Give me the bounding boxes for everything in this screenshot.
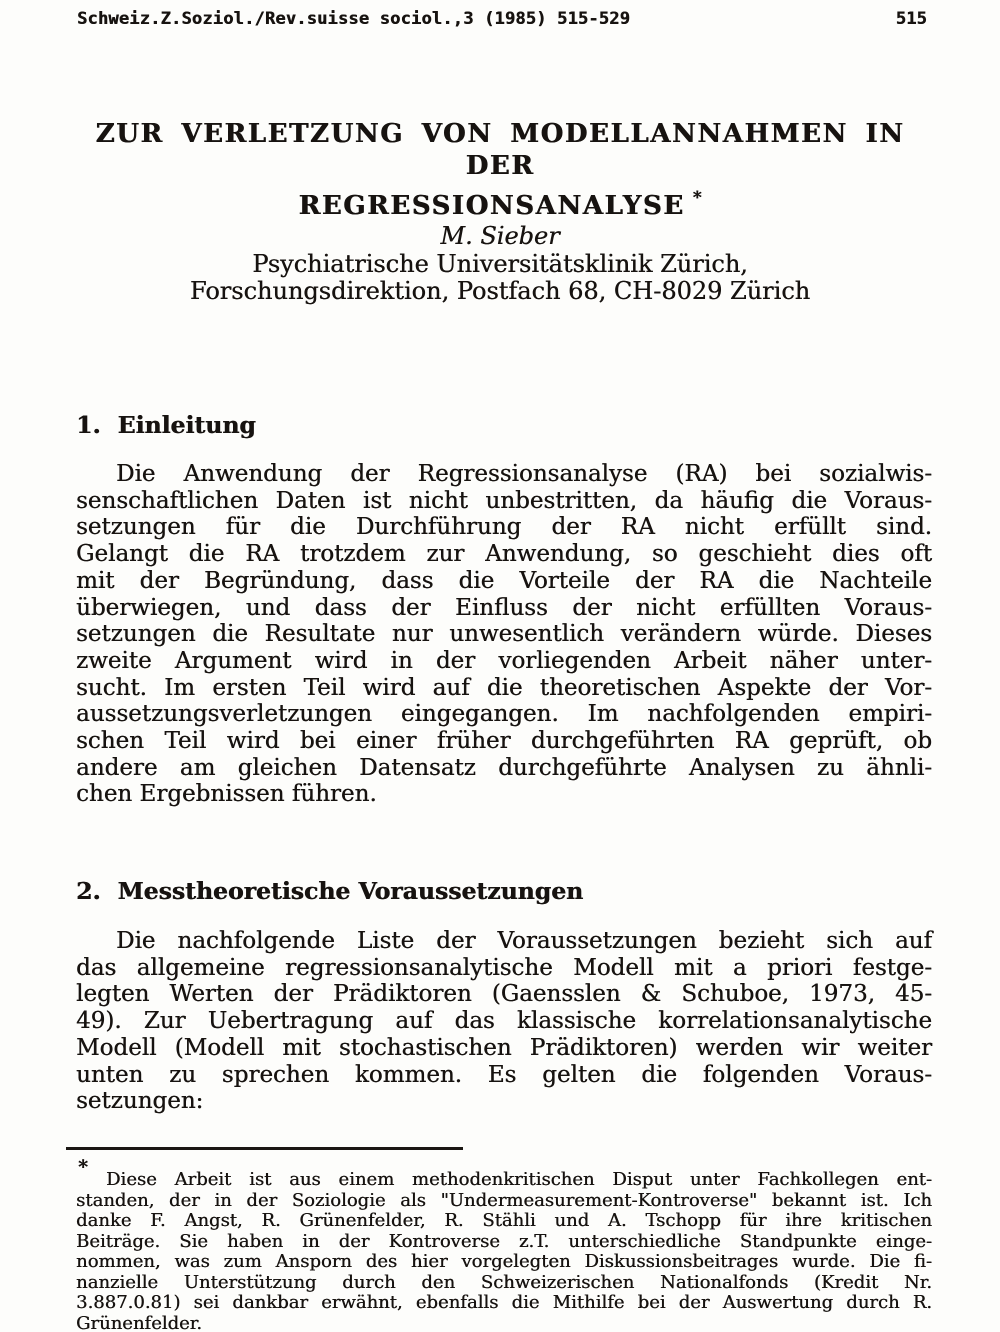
section-1-paragraph: [76, 461, 932, 808]
article-title: [70, 118, 930, 222]
author-block: [70, 223, 930, 306]
text-line: sucht. Im ersten Teil wird auf die theoretischen Aspekte der Vor-: [76, 674, 932, 701]
text-line: senschaftlichen Daten ist nicht unbestritten, da häufig die Voraus-: [76, 487, 932, 514]
footnote-marker: *: [78, 1156, 88, 1178]
text-line: setzungen die Resultate nur unwesentlich verändern würde. Dieses: [76, 621, 932, 648]
text-line: andere am gleichen Datensatz durchgeführte Analysen zu ähnli-: [76, 754, 932, 781]
text-line: nommen, was zum Ansporn des hier vorgelegten Diskussionsbeitrages wurde. Die fi-: [76, 1251, 932, 1272]
author-affiliation-line-1: Psychiatrische Universitätsklinik Zürich,: [252, 249, 748, 278]
footnote-text: [76, 1170, 932, 1332]
running-head: [77, 9, 927, 29]
text-line: legten Werten der Prädiktoren (Gaensslen & Schuboe, 1973, 45-: [76, 981, 932, 1008]
text-line: nanzielle Unterstützung durch den Schweizerischen Nationalfonds (Kredit Nr.: [76, 1271, 932, 1293]
text-line: standen, der in der Soziologie als "Undermeasurement-Kontroverse" bekannt ist. Ich: [76, 1189, 932, 1211]
section-2-number: 2.: [76, 876, 101, 905]
text-line: setzungen für die Durchführung der RA nicht erfüllt sind.: [76, 514, 932, 541]
section-1-title: Einleitung: [117, 410, 256, 439]
text-line: chen Ergebnissen führen.: [76, 781, 377, 808]
section-heading-1: [76, 411, 256, 439]
text-line: Die nachfolgende Liste der Voraussetzungen bezieht sich auf: [116, 928, 932, 954]
text-line: Gelangt die RA trotzdem zur Anwendung, so geschieht dies oft: [76, 541, 932, 568]
text-line: Die Anwendung der Regressionsanalyse (RA) bei sozialwis-: [116, 461, 932, 487]
footnote-rule: [66, 1147, 463, 1150]
title-footnote-marker: *: [692, 188, 702, 209]
text-line: mit der Begründung, dass die Vorteile der RA die Nachteile: [76, 567, 932, 594]
text-line: aussetzungsverletzungen eingegangen. Im nachfolgenden empiri-: [76, 701, 932, 728]
text-line: schen Teil wird bei einer früher durchgeführten RA geprüft, ob: [76, 728, 932, 755]
text-line: Diese Arbeit ist aus einem methodenkritischen Disput unter Fachkollegen ent-: [106, 1169, 932, 1190]
footnote: [76, 1156, 932, 1332]
author-name: M. Sieber: [440, 222, 560, 250]
article-title-line-1: ZUR VERLETZUNG VON MODELLANNAHMEN IN DER: [95, 119, 905, 182]
text-line: überwiegen, und dass der Einfluss der nicht erfüllten Voraus-: [76, 594, 932, 621]
text-line: Beiträge. Sie haben in der Kontroverse z.T. unterschiedliche Standpunkte einge-: [76, 1230, 932, 1252]
author-affiliation-line-2: Forschungsdirektion, Postfach 68, CH-8029 Zürich: [189, 277, 811, 305]
text-line: 3.887.0.81) sei dankbar erwähnt, ebenfalls die Mithilfe bei der Auswertung durch R.: [76, 1292, 932, 1313]
article-title-line-2: REGRESSIONSANALYSE: [298, 191, 685, 222]
text-line: setzungen:: [76, 1088, 204, 1115]
text-line: unten zu sprechen kommen. Es gelten die folgenden Voraus-: [76, 1061, 932, 1088]
text-line: 49). Zur Uebertragung auf das klassische korrelationsanalytische: [76, 1008, 932, 1035]
section-2-title: Messtheoretische Voraussetzungen: [117, 876, 584, 905]
section-2-paragraph: [76, 928, 932, 1115]
page-number: 515: [895, 9, 927, 29]
text-line: das allgemeine regressionsanalytische Modell mit a priori festge-: [76, 954, 932, 981]
text-line: danke F. Angst, R. Grünenfelder, R. Stähli und A. Tschopp für ihre kritischen: [76, 1210, 932, 1231]
text-line: Modell (Modell mit stochastischen Prädiktoren) werden wir weiter: [76, 1034, 932, 1061]
text-line: zweite Argument wird in der vorliegenden Arbeit näher unter-: [76, 647, 932, 674]
text-line: Grünenfelder.: [76, 1312, 203, 1332]
section-1-number: 1.: [76, 410, 101, 439]
section-heading-2: [76, 877, 583, 905]
journal-reference: Schweiz.Z.Soziol./Rev.suisse sociol.,3 (1985) 515-529: [77, 9, 631, 29]
